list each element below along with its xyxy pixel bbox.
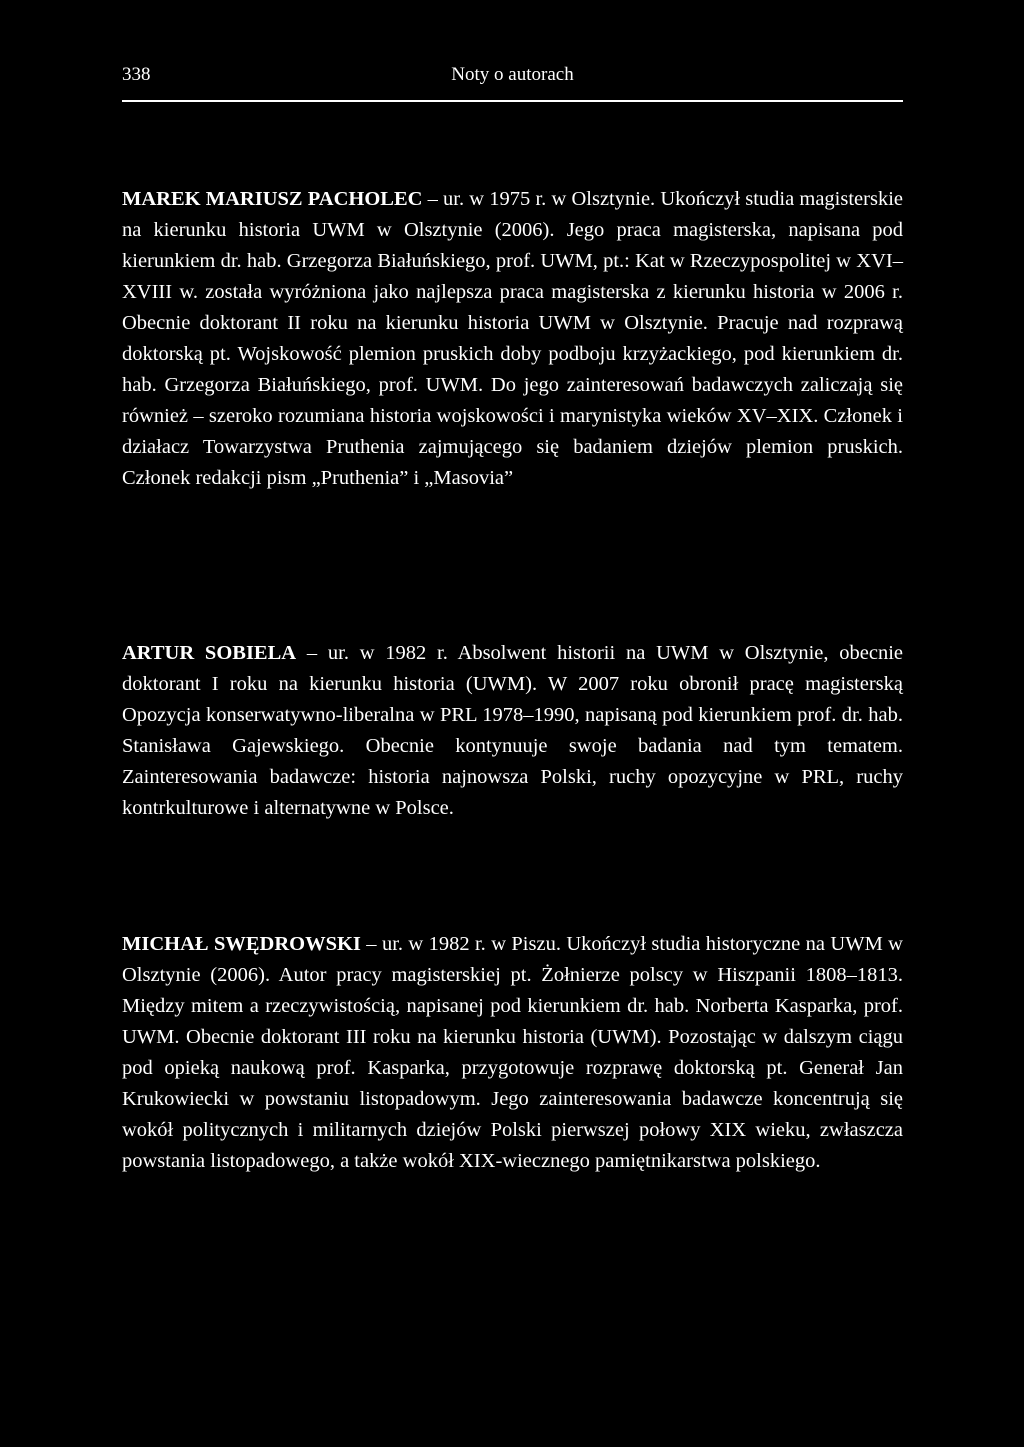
author-bio-text: – ur. w 1982 r. w Piszu. Ukończył studia historyczne na UWM w Olsztynie (2006). Autor pracy magisterskiej pt. Żołnierze polscy w Hiszpanii 1808–1813. Między mitem a rzeczywistością, napisanej pod kierunkiem dr. hab. Norberta Kasparka, prof. UWM. Obecnie doktorant III roku na kierunku historia (UWM). Pozostając w dalszym ciągu pod opieką naukową prof. Kasparka, przygotowuje rozprawę doktorską pt. Generał Jan Krukowiecki w powstaniu listopadowym. Jego zainteresowania badawcze koncentrują się wokół politycznych i militarnych dziejów Polski pierwszej połowy XIX wieku, zwłaszcza powstania listopadowego, a także wokół XIX-wiecznego pamiętnikarstwa polskiego. — [122, 933, 903, 1172]
author-name: MAREK MARIUSZ PACHOLEC — [122, 188, 423, 210]
author-name: ARTUR SOBIELA — [122, 642, 297, 664]
page-header — [122, 58, 903, 102]
author-bio-text: – ur. w 1975 r. w Olsztynie. Ukończył studia magisterskie na kierunku historia UWM w Olsztynie (2006). Jego praca magisterska, napisana pod kierunkiem dr. hab. Grzegorza Białuńskiego, prof. UWM, pt.: Kat w Rzeczypospolitej w XVI–XVIII w. została wyróżniona jako najlepsza praca magisterska z kierunku historia w 2006 r. Obecnie doktorant II roku na kierunku historia UWM w Olsztynie. Pracuje nad rozprawą doktorską pt. Wojskowość plemion pruskich doby podboju krzyżackiego, pod kierunkiem dr. hab. Grzegorza Białuńskiego, prof. UWM. Do jego zainteresowań badawczych zaliczają się również – szeroko rozumiana historia wojskowości i marynistyka wieków XV–XIX. Członek i działacz Towarzystwa Pruthenia zajmującego się badaniem dziejów plemion pruskich. Członek redakcji pism „Pruthenia” i „Masovia” — [122, 188, 904, 489]
author-bio-sobiela — [122, 638, 903, 824]
author-name: MICHAŁ SWĘDROWSKI — [122, 933, 361, 955]
running-head: Noty o autorach — [451, 64, 574, 85]
author-bio-swedrowski — [122, 929, 903, 1177]
page-number: 338 — [122, 64, 151, 85]
author-bio-pacholec — [122, 184, 903, 494]
author-bio-text: – ur. w 1982 r. Absolwent historii na UWM w Olsztynie, obecnie doktorant I roku na kierunku historia (UWM). W 2007 roku obronił pracę magisterską Opozycja konserwatywno-liberalna w PRL 1978–1990, napisaną pod kierunkiem prof. dr. hab. Stanisława Gajewskiego. Obecnie kontynuuje swoje badania nad tym tematem. Zainteresowania badawcze: historia najnowsza Polski, ruchy opozycyjne w PRL, ruchy kontrkulturowe i alternatywne w Polsce. — [122, 642, 903, 819]
